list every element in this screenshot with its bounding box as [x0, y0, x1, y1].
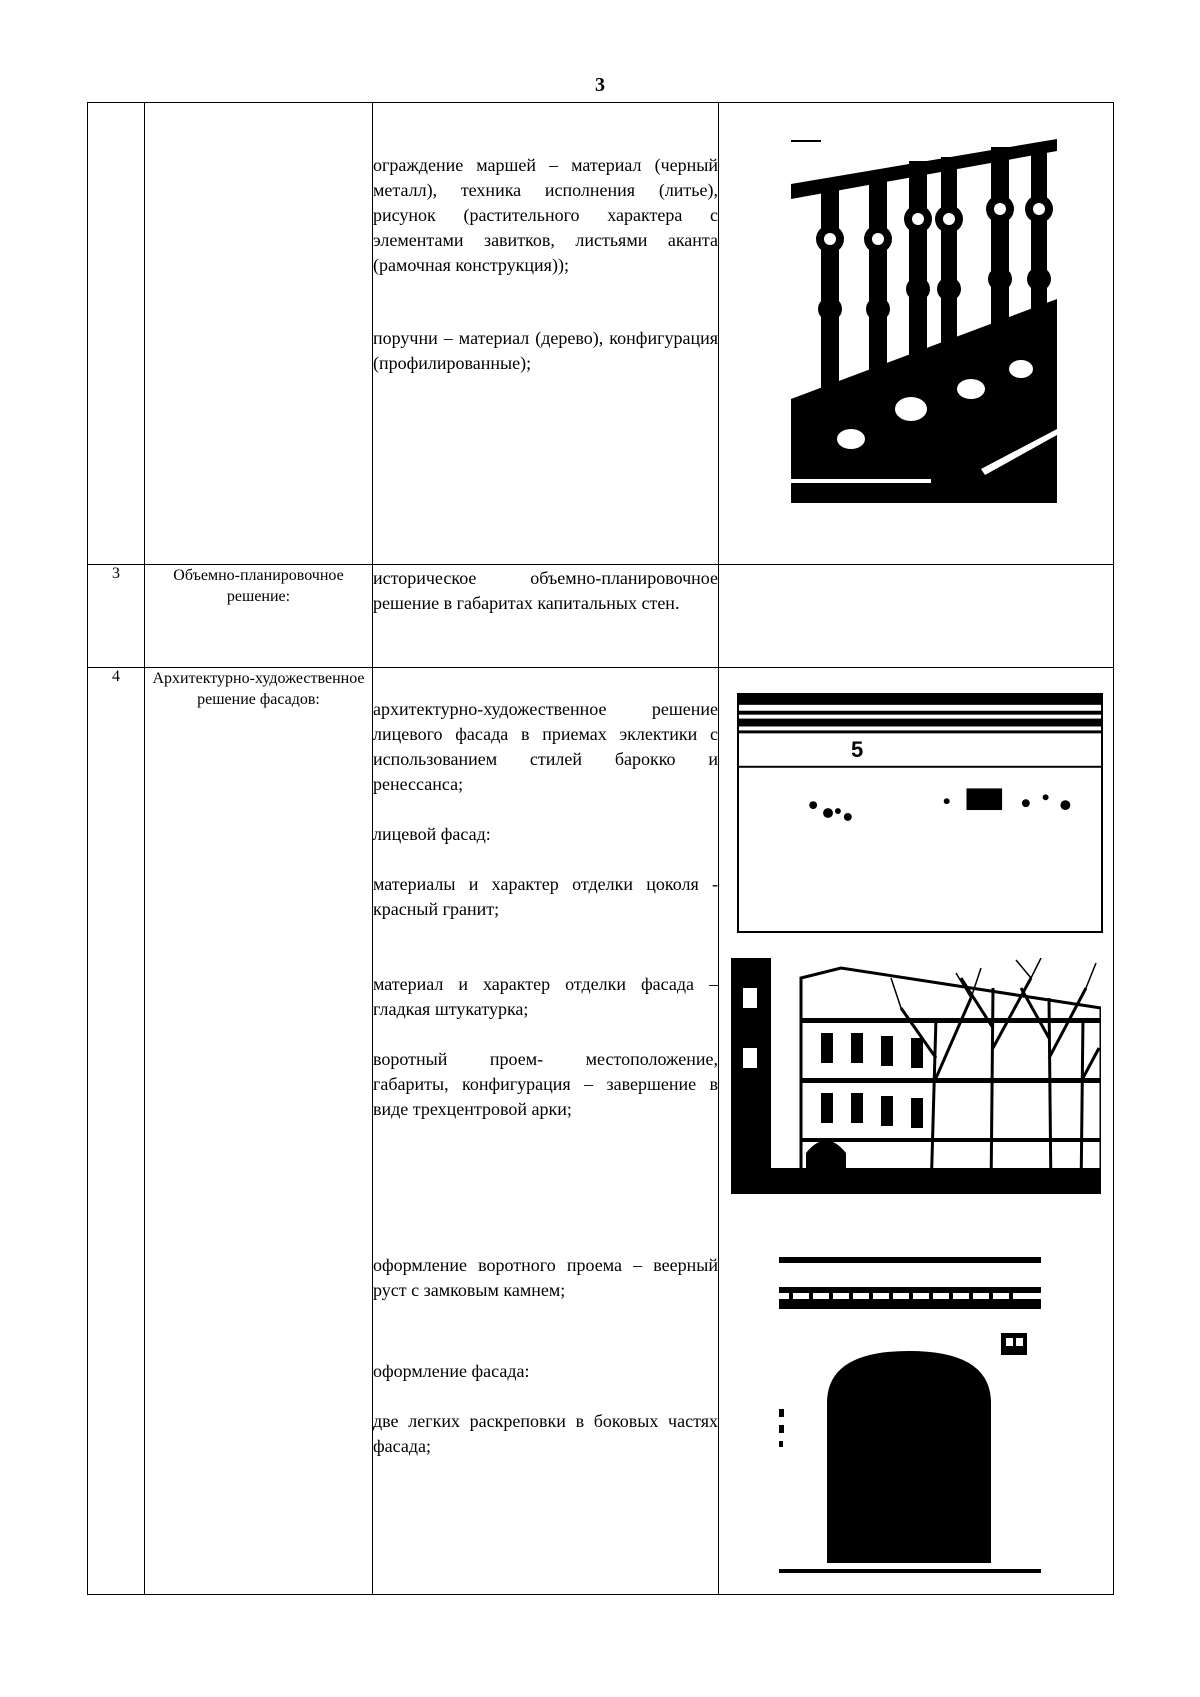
row-label: [145, 103, 373, 565]
row-description: [373, 103, 719, 565]
photo-cell: [719, 565, 1114, 668]
photo-cell: [719, 668, 1114, 1595]
plaster-text: материал и характер отделки фасада – гладкая штукатурка;: [373, 974, 718, 1019]
facade-photo: [731, 958, 1101, 1194]
facade-solution-text: архитектурно-художественное решение лицевого фасада в приемах эклектики с использованием стилей барокко и ренессанса;: [373, 699, 718, 794]
row-label: Объемно-планировочное решение:: [145, 565, 373, 668]
plinth-text: материалы и характер отделки цоколя - красный гранит;: [373, 874, 718, 919]
projections-text: две легких раскреповки в боковых частях фасада;: [373, 1411, 718, 1456]
volume-text: историческое объемно-планировочное решение в габаритах капитальных стен.: [373, 568, 718, 613]
facade-decoration-text: оформление фасада:: [373, 1361, 530, 1381]
row-description: [373, 668, 719, 1595]
railing-photo: [791, 139, 1057, 503]
row-description: [373, 565, 719, 668]
railing-text: ограждение маршей – материал (черный металл), техника исполнения (литье), рисунок (растительного характера с элементами завитков, листьями аканта (рамочная конструкция));: [373, 155, 718, 275]
main-facade-text: лицевой фасад:: [373, 824, 491, 844]
row-label: Архитектурно-художественное решение фасадов:: [145, 668, 373, 1595]
page-number: 3: [595, 74, 605, 96]
row-number: 3: [88, 565, 145, 668]
row-number: [88, 103, 145, 565]
plinth-mark: 5: [851, 737, 864, 762]
row-number: 4: [88, 668, 145, 1595]
monument-table: [87, 102, 1114, 1595]
gate-decoration-text: оформление воротного проема – веерный руст с замковым камнем;: [373, 1255, 718, 1300]
handrail-text: поручни – материал (дерево), конфигурация (профилированные);: [373, 328, 718, 373]
gate-opening-text: воротный проем- местоположение, габариты, конфигурация – завершение в виде трехцентровой арки;: [373, 1049, 718, 1119]
photo-cell: [719, 103, 1114, 565]
table-row: [88, 668, 1114, 1595]
gate-photo: [779, 1253, 1041, 1573]
plinth-photo: [737, 693, 1103, 933]
table-row: [88, 565, 1114, 668]
table-row: [88, 103, 1114, 565]
